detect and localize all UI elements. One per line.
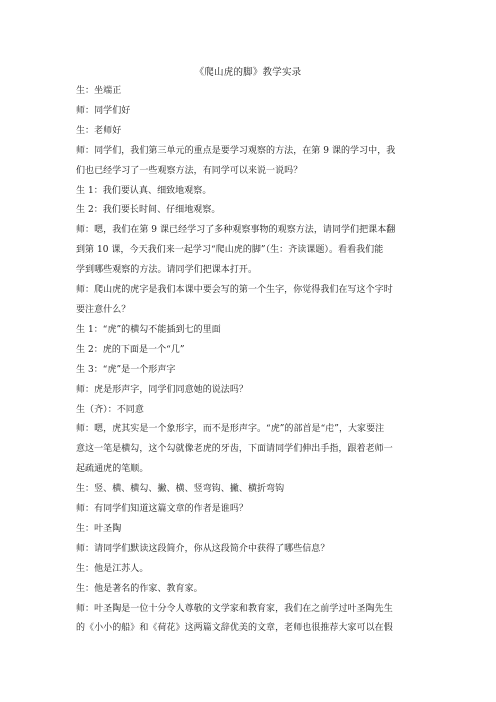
document-body: [76, 82, 426, 639]
text-line: 师：同学们好: [76, 105, 131, 116]
document-title: 《爬山虎的脚》教学实录: [194, 67, 302, 78]
text-line: 生：竖、横、横勾、撇、横、竖弯钩、撇、横折弯钩: [76, 484, 285, 495]
text-line: 师：虎是形声字，同学们同意她的说法吗？: [76, 384, 248, 395]
text-line: 起疏通虎的笔顺。: [76, 464, 149, 475]
text-line: 生（齐）：不同意: [76, 404, 144, 415]
text-line: 师：有同学们知道这篇文章的作者是谁吗？: [76, 504, 248, 515]
text-line: 生 2：虎的下面是一个“几”: [76, 344, 185, 355]
text-line: 生：老师好: [76, 125, 122, 136]
text-line: 生 3：“虎”是一个形声字: [76, 364, 176, 375]
text-line: 生：坐端正: [76, 86, 122, 96]
text-line: 生：他是江苏人。: [76, 563, 149, 574]
text-line: 师：请同学们默读这段简介，你从这段简介中获得了哪些信息？: [76, 543, 330, 554]
text-line: 师：叶圣陶是一位十分令人尊敬的文学家和教育家，我们在之前学过叶圣陶先生: [76, 603, 393, 614]
text-line: 师：嗯，虎其实是一个象形字，而不是形声字。“虎”的部首是“虍”，大家要注: [76, 424, 385, 435]
text-line: 意这一笔是横勾，这个勾就像老虎的牙齿，下面请同学们伸出手指，跟着老师一: [76, 444, 393, 455]
text-line: 要注意什么？: [76, 304, 131, 315]
text-line: 到第 10 课，今天我们来一起学习“爬山虎的脚”（生：齐读课题）。看看我们能: [76, 245, 384, 256]
text-line: 师：嗯，我们在第 9 课已经学习了多种观察事物的观察方法，请同学们把课本翻: [76, 225, 396, 236]
text-line: 学到哪些观察的方法。请同学们把课本打开。: [76, 265, 258, 276]
text-line: 师：同学们，我们第三单元的重点是要学习观察的方法，在第 9 课的学习中，我: [76, 145, 396, 156]
text-line: 生 2：我们要长时间、仔细地观察。: [76, 205, 221, 216]
text-line: 们也已经学习了一些观察方法，有同学可以来说一说吗？: [76, 165, 303, 176]
text-line: 师：爬山虎的虎字是我们本课中要会写的第一个生字，你觉得我们在写这个字时: [76, 285, 393, 296]
text-line: 生 1：我们要认真、细致地观察。: [76, 185, 212, 196]
text-line: 生 1：“虎”的横勾不能插到七的里面: [76, 324, 221, 335]
text-line: 生：叶圣陶: [76, 523, 122, 534]
text-line: 生：他是著名的作家、教育家。: [76, 583, 203, 594]
text-line: 的《小小的船》和《荷花》这两篇文辞优美的文章，老师也很推荐大家可以在假: [76, 623, 393, 634]
